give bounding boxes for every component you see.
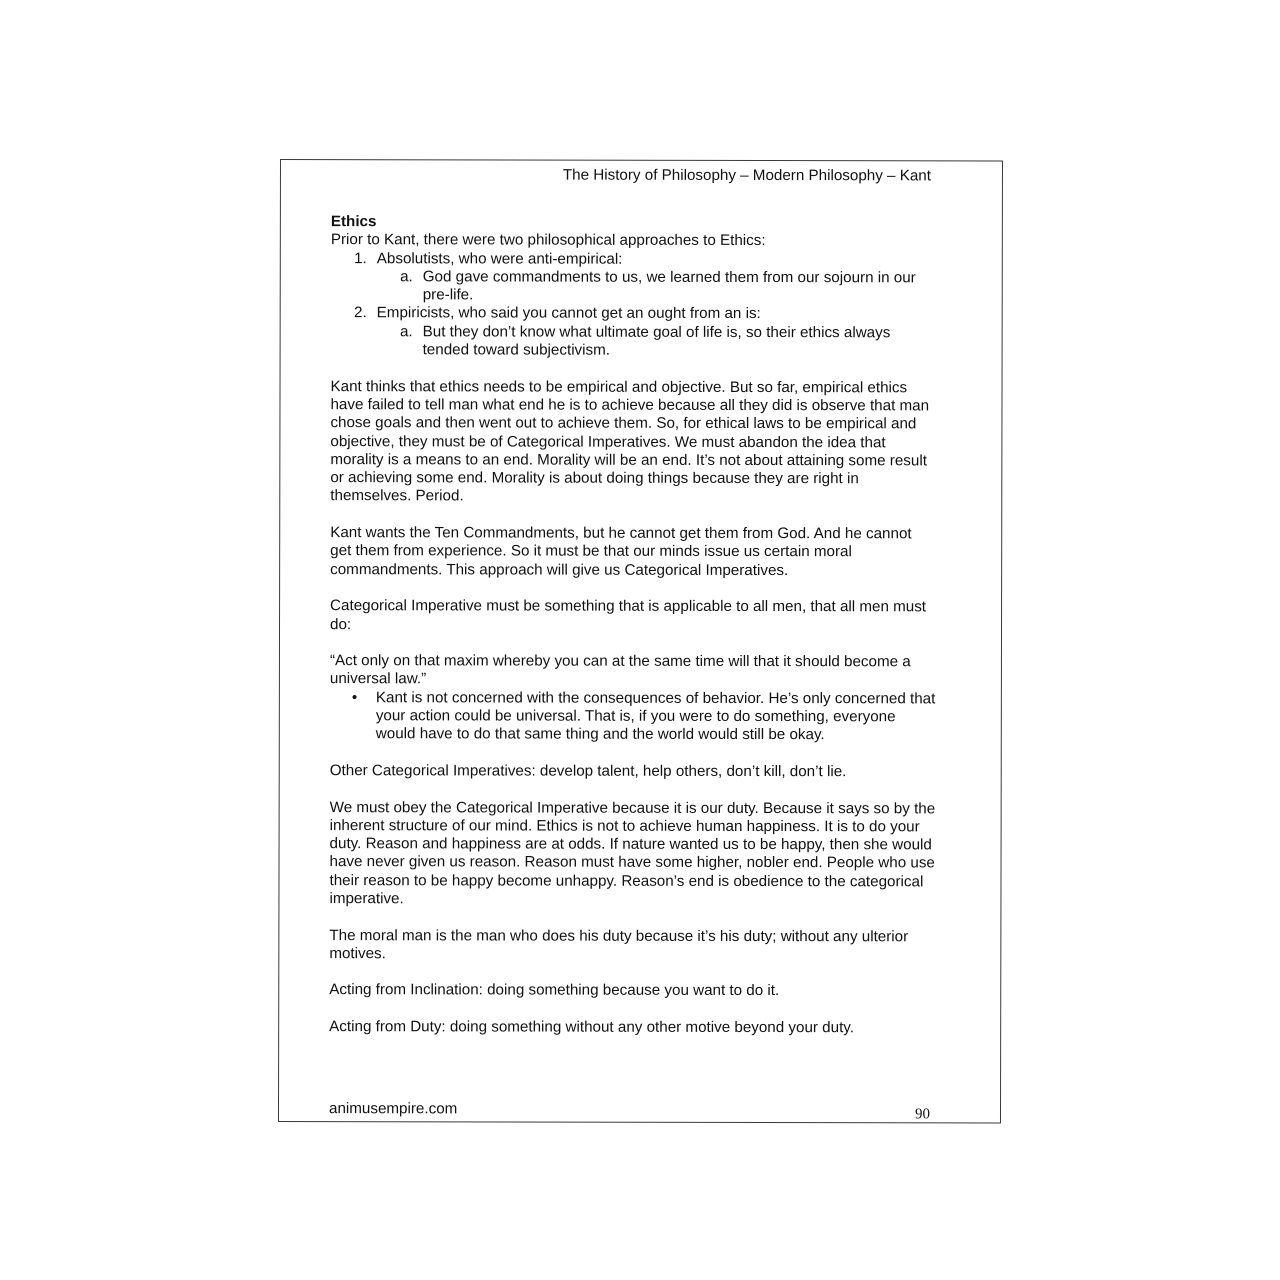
document-page bbox=[278, 159, 1003, 1124]
intro-paragraph: Prior to Kant, there were two philosophical approaches to Ethics: bbox=[330, 231, 766, 250]
running-header: The History of Philosophy – Modern Philosophy – Kant bbox=[562, 166, 931, 185]
list-item-text: Absolutists, who were anti-empirical: bbox=[376, 249, 623, 268]
sub-list-letter: a. bbox=[400, 268, 413, 286]
sub-list-text: But they don’t know what ultimate goal of life is, so their ethics always tended toward subjectivism. bbox=[422, 323, 891, 359]
paragraph-ten-commandments: Kant wants the Ten Commandments, but he cannot get them from God. And he cannot get them from experience. So it must be that our minds issue us certain moral commandments. This approach will give us Categorical Imperatives. bbox=[330, 524, 912, 579]
approaches-list bbox=[331, 250, 937, 361]
paragraph-inclination: Acting from Inclination: doing something because you want to do it. bbox=[329, 981, 780, 1000]
paragraph-categorical-imperative: Categorical Imperative must be something that is applicable to all men, that all men must do: bbox=[330, 597, 927, 633]
page-body bbox=[329, 213, 937, 1038]
kant-quote: “Act only on that maxim whereby you can at the same time will that it should become a universal law.” bbox=[329, 652, 911, 688]
bullet-icon: • bbox=[351, 688, 358, 706]
bullet-text: Kant is not concerned with the consequences of behavior. He’s only concerned that your action could be universal. That is, if you were to do something, everyone would have to do that same thing and the world would still be okay. bbox=[375, 688, 936, 744]
sub-list-letter: a. bbox=[399, 323, 413, 341]
list-item-number: 1. bbox=[354, 249, 367, 267]
paragraph-empirical-ethics: Kant thinks that ethics needs to be empirical and objective. But so far, empirical ethics have failed to tell man what end he is to achieve because all they did is observe that man chose goals and then went out to achieve them. So, for ethical laws to be empirical and objective, they must be of Categorical Imperatives. We must abandon the idea that morality is a means to an end. Morality will be an end. It’s not about attaining some result or achieving some end. Morality is about doing things because they are right in themselves. Period. bbox=[330, 377, 930, 505]
list-item bbox=[331, 305, 937, 325]
list-item-text: Empiricists, who said you cannot get an ought from an is: bbox=[376, 304, 761, 323]
page-number: 90 bbox=[914, 1106, 931, 1123]
paragraph-other-imperatives: Other Categorical Imperatives: develop talent, help others, don’t kill, don’t lie. bbox=[329, 762, 847, 781]
list-item bbox=[331, 250, 937, 270]
bullet-item bbox=[330, 689, 936, 745]
paragraph-moral-man: The moral man is the man who does his duty because it’s his duty; without any ulterior motives. bbox=[329, 926, 909, 963]
paragraph-acting-from-duty: Acting from Duty: doing something without any other motive beyond your duty. bbox=[329, 1018, 855, 1037]
sub-list-item bbox=[331, 268, 937, 306]
paragraph-duty: We must obey the Categorical Imperative because it is our duty. Because it says so by the inherent structure of our mind. Ethics is not to achieve human happiness. It is to do your duty. Reason and happiness are at odds. If nature wanted us to be happy, then she would have never given us reason. Reason must have some higher, nobler end. People who use their reason to be happy become unhappy. Reason’s end is obedience to the categorical imperative. bbox=[329, 798, 936, 908]
sub-list-item bbox=[331, 323, 937, 361]
section-heading: Ethics bbox=[330, 213, 377, 231]
list-item-number: 2. bbox=[353, 304, 367, 322]
footer-website: animusempire.com bbox=[328, 1100, 458, 1118]
sub-list-text: God gave commandments to us, we learned them from our sojourn in our pre-life. bbox=[422, 268, 916, 304]
